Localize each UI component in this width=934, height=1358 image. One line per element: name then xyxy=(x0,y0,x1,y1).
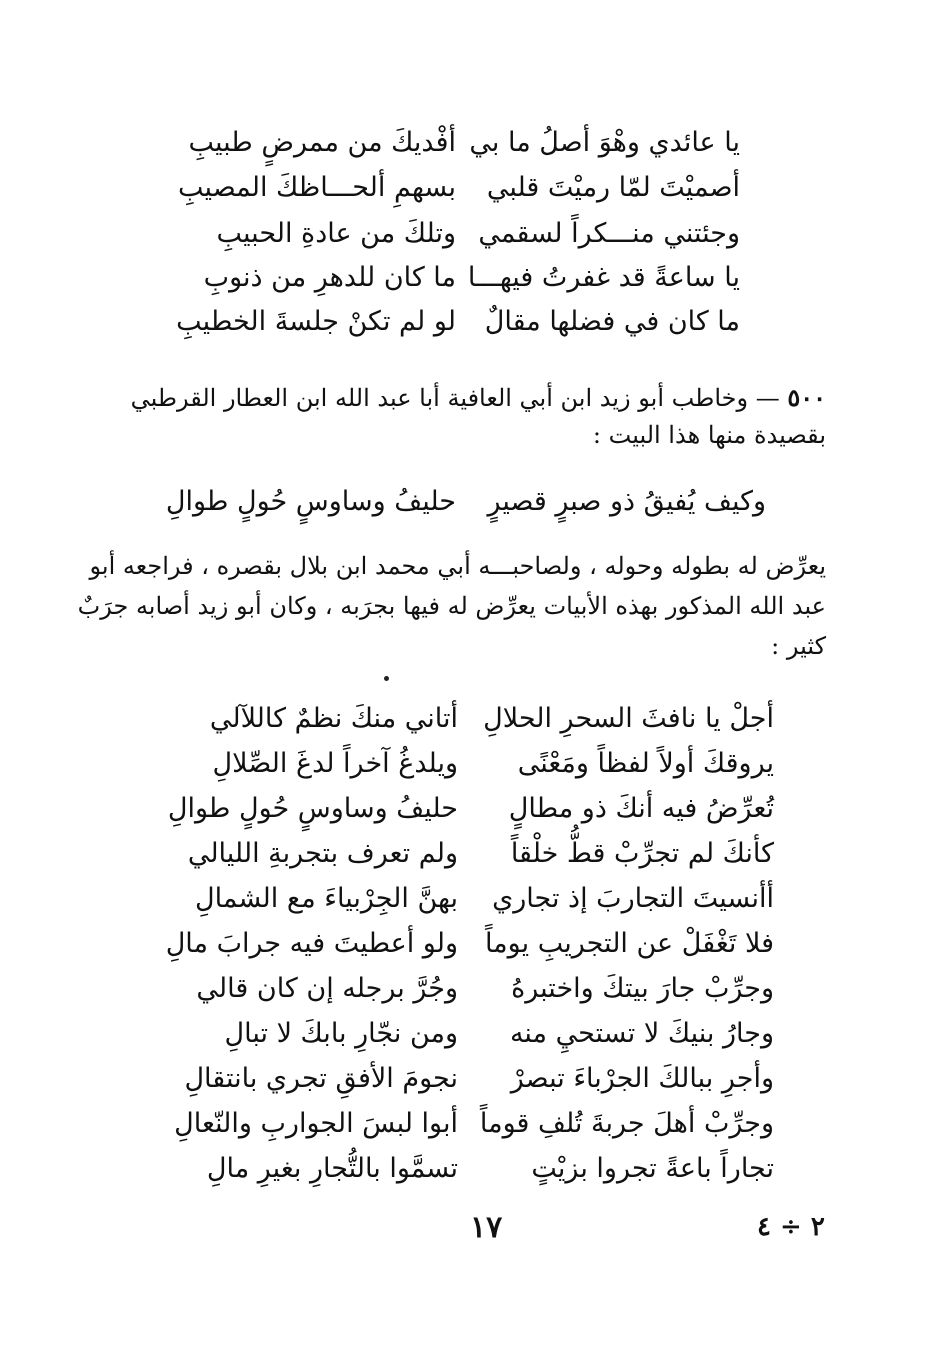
hemistich-second: ويلدغُ آخراً لدغَ الصِّلالِ xyxy=(212,748,458,779)
entry-number: ٥٠٠ xyxy=(787,383,826,412)
hemistich-second: حليفُ وساوسٍ حُولٍ طوالِ xyxy=(167,793,458,824)
hemistich-second: ولم تعرف بتجربةِ الليالي xyxy=(187,838,458,869)
hemistich-first: أصميْتَ لمّا رميْتَ قلبي xyxy=(486,172,740,203)
hemistich-first: وجارُ بنيكَ لا تستحيِ منه xyxy=(509,1018,774,1049)
hemistich-first: ما كان في فضلها مقالٌ xyxy=(484,306,740,337)
hemistich-first: كأنكَ لم تجرِّبْ قطُّ خلْقاً xyxy=(510,838,774,869)
hemistich-second: أفْديكَ من ممرضٍ طبيبِ xyxy=(188,127,456,158)
hemistich-second: أبوا لبسَ الجواربِ والنّعالِ xyxy=(174,1108,458,1139)
paragraph-line: عبد الله المذكور بهذه الأبيات يعرِّض له فيها بجرَبه ، وكان أبو زيد أصابه جرَبٌ xyxy=(77,592,826,620)
hemistich-second: بسهمِ ألحـــاظكَ المصيبِ xyxy=(178,172,456,203)
hemistich-second: وجُرَّ برجله إن كان قالي xyxy=(196,973,458,1004)
paragraph-line: كثير : xyxy=(771,632,826,660)
hemistich-second: نجومَ الأفقِ تجري بانتقالِ xyxy=(184,1063,458,1094)
hemistich-first: أأنسيتَ التجاربَ إذ تجاري xyxy=(492,883,774,914)
hemistich-second: وتلكَ من عادةِ الحبيبِ xyxy=(216,218,456,249)
ink-speck xyxy=(384,676,389,681)
paragraph-line: يعرِّض له بطوله وحوله ، ولصاحبـــه أبي محمد ابن بلال بقصره ، فراجعه أبو xyxy=(89,552,826,580)
paragraph-text: — وخاطب أبو زيد ابن أبي العافية أبا عبد الله ابن العطار القرطبي xyxy=(130,384,788,412)
paragraph-500-line-1 xyxy=(130,383,826,412)
hemistich-first: تجاراً باعةً تجروا بزيْتٍ xyxy=(531,1153,774,1184)
hemistich-first: وجرِّبْ جارَ بيتكَ واختبرهُ xyxy=(511,973,774,1004)
hemistich-first: أجلْ يا نافثَ السحرِ الحلالِ xyxy=(483,703,774,734)
hemistich-second: حليفُ وساوسٍ حُولٍ طوالِ xyxy=(165,486,456,517)
hemistich-second: بهنَّ الجِرْبياءَ مع الشمالِ xyxy=(195,883,458,914)
hemistich-second: ومن نجّارِ بابكَ لا تبالِ xyxy=(224,1018,458,1049)
hemistich-first: يروقكَ أولاً لفظاً ومَعْنًى xyxy=(517,748,774,779)
paragraph-500-line-2: بقصيدة منها هذا البيت : xyxy=(592,421,826,449)
hemistich-second: تسمَّوا بالتُّجارِ بغيرِ مالِ xyxy=(206,1153,458,1184)
hemistich-first: وجئتني منـــكراً لسقمي xyxy=(478,218,740,249)
signature-mark: ٢ ÷ ٤ xyxy=(757,1212,825,1242)
hemistich-first: فلا تَغْفَلْ عن التجريبِ يوماً xyxy=(484,928,774,959)
hemistich-first: تُعرِّضُ فيه أنكَ ذو مطالٍ xyxy=(508,793,774,824)
hemistich-first: يا عائدي وهْوَ أصلُ ما بي xyxy=(469,127,740,158)
hemistich-second: أتاني منكَ نظمٌ كاللآلي xyxy=(209,703,458,734)
hemistich-first: وكيف يُفيقُ ذو صبرٍ قصيرٍ xyxy=(487,486,766,517)
hemistich-second: ما كان للدهرِ من ذنوبِ xyxy=(203,262,456,293)
hemistich-first: وأجرِ ببالكَ الجرْباءَ تبصرْ xyxy=(510,1063,774,1094)
hemistich-first: يا ساعةً قد غفرتُ فيهـــا xyxy=(467,262,740,293)
hemistich-second: ولو أعطيتَ فيه جرابَ مالِ xyxy=(165,928,458,959)
hemistich-first: وجرِّبْ أهلَ جربةَ تُلفِ قوماً xyxy=(479,1108,774,1139)
hemistich-second: لو لم تكنْ جلسةَ الخطيبِ xyxy=(176,306,456,337)
page-number: ١٧ xyxy=(470,1210,503,1245)
